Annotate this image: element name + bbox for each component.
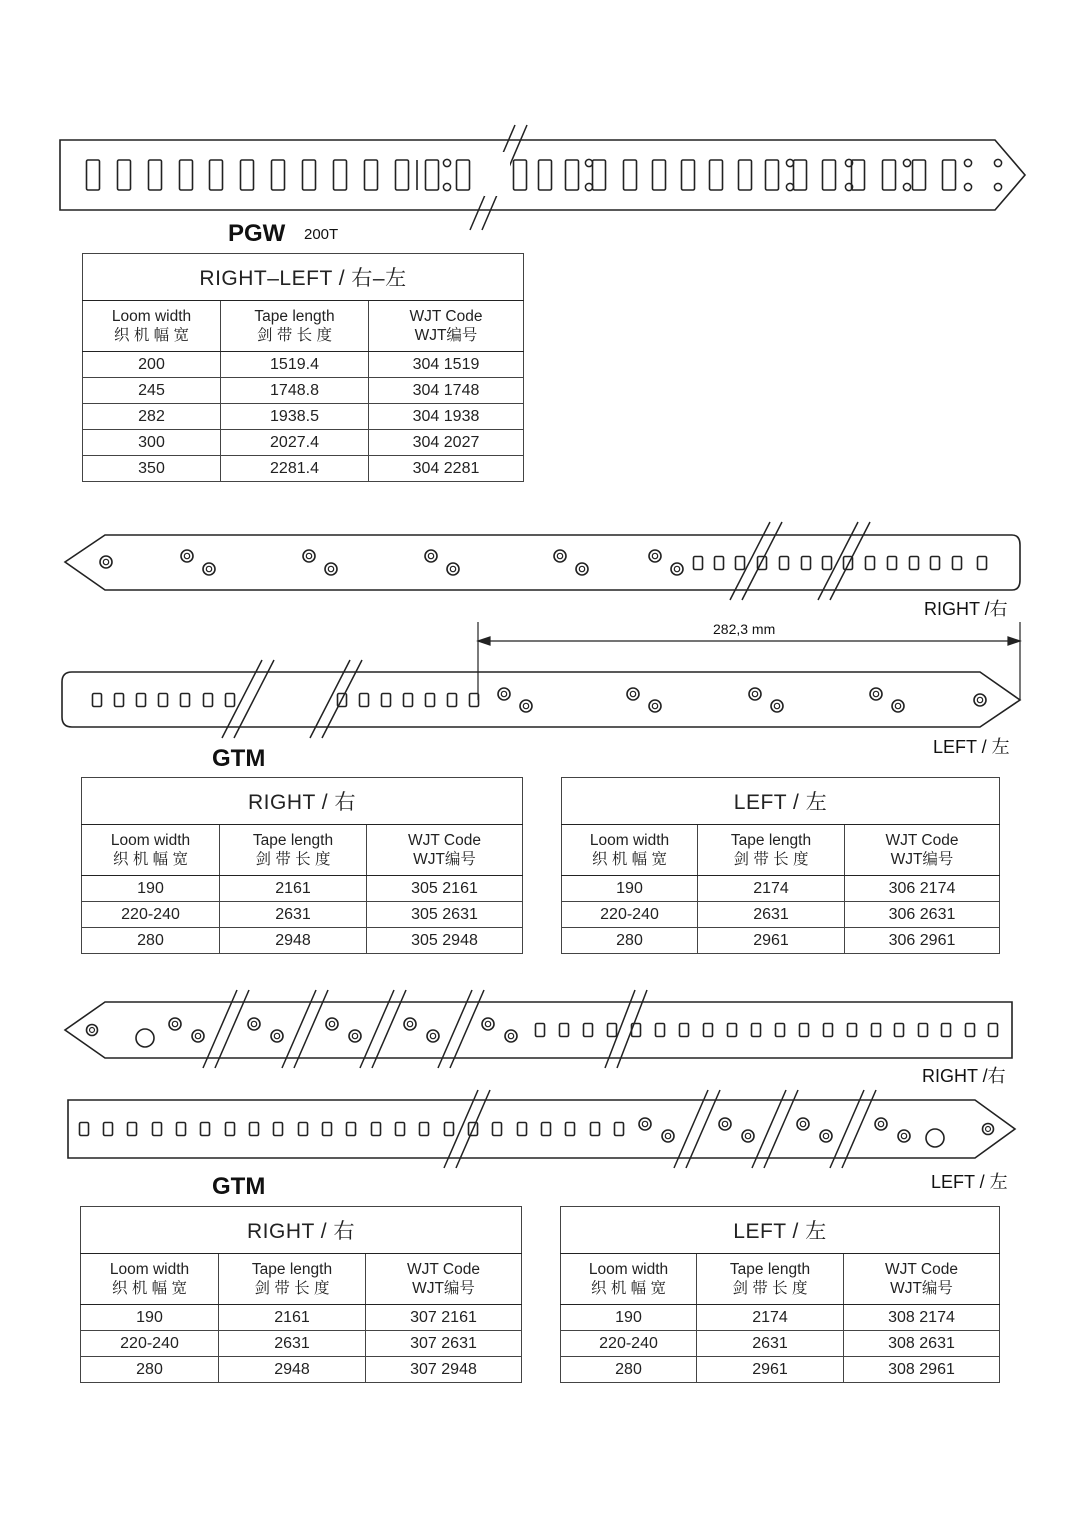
table-row: 190 2174 306 2174 xyxy=(562,876,1000,902)
rivet-hole xyxy=(820,1130,832,1142)
rivet-center xyxy=(665,1133,670,1138)
col-loom-width: Loom width 织 机 幅 宽 xyxy=(562,825,698,876)
rivet-hole xyxy=(870,688,882,700)
rivet-center xyxy=(251,1021,256,1026)
rivet-center xyxy=(328,566,333,571)
gtm-slot xyxy=(942,1024,951,1037)
table-row: 190 2161 307 2161 xyxy=(81,1305,522,1331)
rivet-hole xyxy=(100,556,112,568)
small-hole xyxy=(994,159,1001,166)
table-row: 220-240 2631 307 2631 xyxy=(81,1331,522,1357)
rivet-hole xyxy=(649,700,661,712)
rivet-hole xyxy=(742,1130,754,1142)
rivet-center xyxy=(722,1121,727,1126)
col-tape-length: Tape length 剑 带 长 度 xyxy=(697,1254,844,1305)
rivet-hole xyxy=(649,550,661,562)
rivet-hole xyxy=(749,688,761,700)
pgw-slot xyxy=(149,160,162,190)
rivet-center xyxy=(878,1121,883,1126)
gtm-slot xyxy=(323,1123,332,1136)
col-wjt-code: WJT Code WJT编号 xyxy=(369,301,524,352)
gtm2-right-label: RIGHT /右 xyxy=(922,1066,1006,1086)
gtm-slot xyxy=(542,1123,551,1136)
gtm-slot xyxy=(93,694,102,707)
rivet-center xyxy=(501,691,506,696)
rivet-hole xyxy=(87,1025,98,1036)
pgw-slot xyxy=(653,160,666,190)
rivet-center xyxy=(579,566,584,571)
table-row: 350 2281.4 304 2281 xyxy=(83,456,524,482)
table-row: 280 2961 306 2961 xyxy=(562,928,1000,954)
pgw-slot xyxy=(365,160,378,190)
rivet-hole xyxy=(192,1030,204,1042)
small-hole xyxy=(994,183,1001,190)
pgw-slot xyxy=(303,160,316,190)
gtm-slot xyxy=(177,1123,186,1136)
gtm1-left-spec-table xyxy=(561,777,1000,954)
table-row: 300 2027.4 304 2027 xyxy=(83,430,524,456)
table-row: 280 2948 307 2948 xyxy=(81,1357,522,1383)
gtm1-left-tape-holes xyxy=(93,688,987,712)
rivet-hole xyxy=(875,1118,887,1130)
gtm-slot xyxy=(518,1123,527,1136)
gtm-slot xyxy=(966,1024,975,1037)
rivet-hole xyxy=(662,1130,674,1142)
rivet-hole xyxy=(325,563,337,575)
gtm-slot xyxy=(250,1123,259,1136)
rivet-center xyxy=(901,1133,906,1138)
pgw-slot xyxy=(396,160,409,190)
gtm-slot xyxy=(953,557,962,570)
rivet-hole xyxy=(797,1118,809,1130)
col-loom-width: Loom width 织 机 幅 宽 xyxy=(83,301,221,352)
rivet-center xyxy=(873,691,878,696)
rivet-center xyxy=(557,553,562,558)
pgw-tape-outline xyxy=(60,140,1025,210)
gtm-slot xyxy=(448,694,457,707)
rivet-center xyxy=(652,553,657,558)
gtm1-right-spec-table xyxy=(81,777,523,954)
pgw-slot xyxy=(913,160,926,190)
rivet-center xyxy=(485,1021,490,1026)
gtm2-right-tape-outline xyxy=(65,1002,1012,1058)
rivet-center xyxy=(652,703,657,708)
gtm2-left-label: LEFT / 左 xyxy=(931,1172,1008,1192)
table-row: 245 1748.8 304 1748 xyxy=(83,378,524,404)
rivet-hole xyxy=(482,1018,494,1030)
rivet-center xyxy=(977,697,982,702)
gtm-slot xyxy=(104,1123,113,1136)
gtm-slot xyxy=(584,1024,593,1037)
col-loom-width: Loom width 织 机 幅 宽 xyxy=(82,825,220,876)
gtm-slot xyxy=(608,1024,617,1037)
pgw-model-label: PGW xyxy=(228,220,286,247)
gtm1-right-break-marks xyxy=(730,522,870,600)
rivet-hole xyxy=(576,563,588,575)
gtm-slot xyxy=(128,1123,137,1136)
pgw-slot xyxy=(457,160,470,190)
rivet-center xyxy=(184,553,189,558)
gtm1-model-label: GTM xyxy=(212,745,266,772)
gtm-slot xyxy=(978,557,987,570)
table-row: 282 1938.5 304 1938 xyxy=(83,404,524,430)
rivet-center xyxy=(206,566,211,571)
pgw-slot xyxy=(943,160,956,190)
large-hole xyxy=(136,1029,154,1047)
gtm-slot xyxy=(115,694,124,707)
pgw-slot xyxy=(566,160,579,190)
col-tape-length: Tape length 剑 带 长 度 xyxy=(220,825,367,876)
rivet-center xyxy=(745,1133,750,1138)
table-row: 190 2161 305 2161 xyxy=(82,876,523,902)
rivet-hole xyxy=(639,1118,651,1130)
gtm-slot xyxy=(704,1024,713,1037)
gtm-slot xyxy=(201,1123,210,1136)
table-row: 190 2174 308 2174 xyxy=(561,1305,1000,1331)
rivet-center xyxy=(172,1021,177,1026)
gtm-slot xyxy=(728,1024,737,1037)
small-hole xyxy=(903,183,910,190)
col-wjt-code: WJT Code WJT编号 xyxy=(366,1254,522,1305)
col-wjt-code: WJT Code WJT编号 xyxy=(845,825,1000,876)
gtm-slot xyxy=(615,1123,624,1136)
rivet-hole xyxy=(892,700,904,712)
gtm-slot xyxy=(866,557,875,570)
gtm-slot xyxy=(910,557,919,570)
rivet-center xyxy=(630,691,635,696)
gtm-slot xyxy=(396,1123,405,1136)
rivet-hole xyxy=(326,1018,338,1030)
pgw-slot xyxy=(87,160,100,190)
rivet-hole xyxy=(427,1030,439,1042)
gtm-slot xyxy=(426,694,435,707)
rivet-center xyxy=(90,1028,95,1033)
gtm-slot xyxy=(80,1123,89,1136)
gtm-slot xyxy=(181,694,190,707)
gtm-slot xyxy=(680,1024,689,1037)
gtm-slot xyxy=(776,1024,785,1037)
gtm-slot xyxy=(153,1123,162,1136)
col-tape-length: Tape length 剑 带 长 度 xyxy=(698,825,845,876)
rivet-center xyxy=(895,703,900,708)
rivet-center xyxy=(523,703,528,708)
table-row: 220-240 2631 306 2631 xyxy=(562,902,1000,928)
rivet-hole xyxy=(505,1030,517,1042)
pgw-slot xyxy=(241,160,254,190)
gtm-slot xyxy=(360,694,369,707)
gtm1-right-label: RIGHT /右 xyxy=(924,599,1008,619)
gtm-slot xyxy=(347,1123,356,1136)
rivet-hole xyxy=(554,550,566,562)
gtm-slot xyxy=(823,557,832,570)
pgw-slot xyxy=(593,160,606,190)
small-hole xyxy=(585,183,592,190)
gtm-slot xyxy=(656,1024,665,1037)
gtm-slot xyxy=(560,1024,569,1037)
gtm-slot xyxy=(404,694,413,707)
rivet-center xyxy=(752,691,757,696)
gtm2-right-spec-table xyxy=(80,1206,522,1383)
col-tape-length: Tape length 剑 带 长 度 xyxy=(221,301,369,352)
gtm-slot xyxy=(536,1024,545,1037)
table-title: RIGHT / 右 xyxy=(81,1207,522,1254)
table-row: 200 1519.4 304 1519 xyxy=(83,352,524,378)
rivet-hole xyxy=(447,563,459,575)
rivet-hole xyxy=(498,688,510,700)
pgw-slot xyxy=(766,160,779,190)
gtm-slot xyxy=(382,694,391,707)
gtm-slot xyxy=(493,1123,502,1136)
col-tape-length: Tape length 剑 带 长 度 xyxy=(219,1254,366,1305)
gtm2-left-spec-table xyxy=(560,1206,1000,1383)
rivet-center xyxy=(352,1033,357,1038)
rivet-hole xyxy=(898,1130,910,1142)
gtm-slot xyxy=(780,557,789,570)
small-hole xyxy=(443,183,450,190)
rivet-center xyxy=(800,1121,805,1126)
gtm-slot xyxy=(715,557,724,570)
col-loom-width: Loom width 织 机 幅 宽 xyxy=(81,1254,219,1305)
rivet-hole xyxy=(303,550,315,562)
gtm-slot xyxy=(420,1123,429,1136)
small-hole xyxy=(443,159,450,166)
gtm2-left-break-marks xyxy=(444,1090,876,1168)
gtm-slot xyxy=(800,1024,809,1037)
pgw-slot xyxy=(852,160,865,190)
gtm-slot xyxy=(204,694,213,707)
pgw-slot xyxy=(682,160,695,190)
rivet-center xyxy=(774,703,779,708)
pgw-slot xyxy=(539,160,552,190)
col-loom-width: Loom width 织 机 幅 宽 xyxy=(561,1254,697,1305)
rivet-center xyxy=(986,1127,991,1132)
pgw-model-sublabel: 200T xyxy=(304,226,339,243)
small-hole xyxy=(786,159,793,166)
small-hole xyxy=(903,159,910,166)
table-row: 280 2961 308 2961 xyxy=(561,1357,1000,1383)
gtm-slot xyxy=(931,557,940,570)
table-title: RIGHT–LEFT / 右–左 xyxy=(83,254,524,301)
rivet-center xyxy=(428,553,433,558)
large-hole xyxy=(926,1129,944,1147)
pgw-slot xyxy=(272,160,285,190)
rivet-hole xyxy=(627,688,639,700)
rivet-center xyxy=(329,1021,334,1026)
gtm-slot xyxy=(591,1123,600,1136)
pgw-slot xyxy=(426,160,439,190)
rivet-hole xyxy=(271,1030,283,1042)
pgw-slot xyxy=(514,160,527,190)
gtm-slot xyxy=(137,694,146,707)
pgw-slot xyxy=(210,160,223,190)
rivet-hole xyxy=(169,1018,181,1030)
rivet-hole xyxy=(181,550,193,562)
gtm-slot xyxy=(802,557,811,570)
rivet-hole xyxy=(520,700,532,712)
table-row: 280 2948 305 2948 xyxy=(82,928,523,954)
table-row: 220-240 2631 305 2631 xyxy=(82,902,523,928)
rivet-center xyxy=(642,1121,647,1126)
gtm1-dimension-label: 282,3 mm xyxy=(713,621,776,637)
gtm-slot xyxy=(895,1024,904,1037)
rivet-center xyxy=(407,1021,412,1026)
rivet-hole xyxy=(671,563,683,575)
small-hole xyxy=(786,183,793,190)
rivet-hole xyxy=(248,1018,260,1030)
pgw-slot xyxy=(823,160,836,190)
rivet-center xyxy=(508,1033,513,1038)
rivet-hole xyxy=(974,694,986,706)
gtm-slot xyxy=(372,1123,381,1136)
rivet-center xyxy=(103,559,108,564)
pgw-slot xyxy=(334,160,347,190)
gtm2-model-label: GTM xyxy=(212,1173,266,1200)
gtm-slot xyxy=(226,694,235,707)
gtm2-left-tape-holes xyxy=(80,1118,994,1147)
rivet-center xyxy=(195,1033,200,1038)
rivet-hole xyxy=(404,1018,416,1030)
rivet-hole xyxy=(983,1124,994,1135)
rivet-center xyxy=(450,566,455,571)
pgw-slot xyxy=(710,160,723,190)
pgw-slot xyxy=(624,160,637,190)
table-title: LEFT / 左 xyxy=(561,1207,1000,1254)
gtm1-left-label: LEFT / 左 xyxy=(933,737,1010,757)
rivet-center xyxy=(430,1033,435,1038)
gtm-slot xyxy=(566,1123,575,1136)
rivet-hole xyxy=(771,700,783,712)
small-hole xyxy=(964,159,971,166)
gtm-slot xyxy=(445,1123,454,1136)
gtm-slot xyxy=(989,1024,998,1037)
rivet-hole xyxy=(203,563,215,575)
pgw-slot xyxy=(118,160,131,190)
gtm-slot xyxy=(824,1024,833,1037)
gtm-slot xyxy=(694,557,703,570)
gtm-slot xyxy=(736,557,745,570)
rivet-hole xyxy=(349,1030,361,1042)
gtm-slot xyxy=(274,1123,283,1136)
rivet-center xyxy=(306,553,311,558)
pgw-tape-holes xyxy=(87,159,1002,190)
small-hole xyxy=(585,159,592,166)
table-title: RIGHT / 右 xyxy=(82,778,523,825)
gtm-slot xyxy=(848,1024,857,1037)
pgw-slot xyxy=(180,160,193,190)
rivet-hole xyxy=(425,550,437,562)
pgw-spec-table xyxy=(82,253,524,482)
small-hole xyxy=(964,183,971,190)
gtm-slot xyxy=(872,1024,881,1037)
gtm-slot xyxy=(159,694,168,707)
rivet-center xyxy=(274,1033,279,1038)
table-title: LEFT / 左 xyxy=(562,778,1000,825)
rivet-center xyxy=(674,566,679,571)
table-row: 220-240 2631 308 2631 xyxy=(561,1331,1000,1357)
pgw-slot xyxy=(739,160,752,190)
pgw-slot xyxy=(794,160,807,190)
gtm-slot xyxy=(226,1123,235,1136)
gtm-slot xyxy=(919,1024,928,1037)
pgw-slot xyxy=(883,160,896,190)
rivet-center xyxy=(823,1133,828,1138)
gtm-slot xyxy=(299,1123,308,1136)
rivet-hole xyxy=(719,1118,731,1130)
gtm-slot xyxy=(752,1024,761,1037)
gtm-slot xyxy=(888,557,897,570)
col-wjt-code: WJT Code WJT编号 xyxy=(367,825,523,876)
col-wjt-code: WJT Code WJT编号 xyxy=(844,1254,1000,1305)
gtm-slot xyxy=(470,694,479,707)
